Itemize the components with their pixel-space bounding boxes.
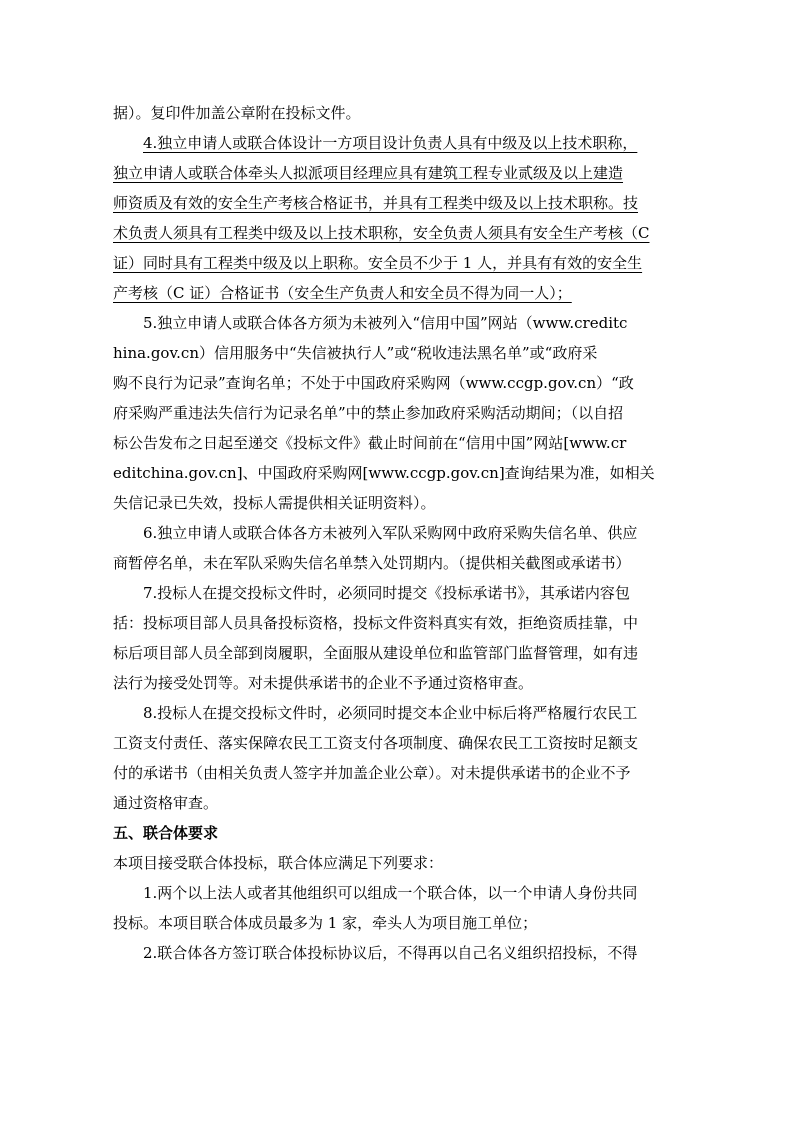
- text-line: 术负责人须具有工程类中级及以上技术职称，安全负责人须具有安全生产考核（C: [113, 224, 650, 242]
- text-line: editchina.gov.cn]、中国政府采购网[www.ccgp.gov.cn]查询结果为准，如相关: [113, 464, 655, 482]
- text-line: 标后项目部人员全部到岗履职，全面服从建设单位和监管部门监督管理，如有违: [113, 644, 639, 662]
- text-line: 2.联合体各方签订联合体投标协议后，不得再以自己名义组织招投标，不得: [143, 944, 638, 962]
- text-line: 独立申请人或联合体牵头人拟派项目经理应具有建筑工程专业贰级及以上建造: [113, 164, 624, 182]
- section-heading: 五、联合体要求: [113, 824, 219, 842]
- text-line: 产考核（C 证）合格证书（安全生产负责人和安全员不得为同一人）；: [113, 284, 572, 302]
- text-line: 7.投标人在提交投标文件时，必须同时提交《投标承诺书》，其承诺内容包: [143, 584, 630, 602]
- text-line: 证）同时具有工程类中级及以上职称。安全员不少于 1 人，并具有有效的安全生: [113, 254, 643, 272]
- text-line: 4.独立申请人或联合体设计一方项目设计负责人具有中级及以上技术职称，: [143, 134, 638, 152]
- item-8-paragraph: [113, 698, 683, 818]
- text-line: 1.两个以上法人或者其他组织可以组成一个联合体，以一个申请人身份共同: [143, 884, 638, 902]
- item-4-paragraph: [113, 128, 683, 308]
- text-line: 法行为接受处罚等。对未提供承诺书的企业不予通过资格审查。: [113, 674, 534, 692]
- item-5-paragraph: [113, 308, 683, 518]
- text-line: 8.投标人在提交投标文件时，必须同时提交本企业中标后将严格履行农民工: [143, 704, 638, 722]
- item-7-paragraph: [113, 578, 683, 698]
- text-line: 投标。本项目联合体成员最多为 1 家，牵头人为项目施工单位；: [113, 914, 538, 932]
- text-line: 府采购严重违法失信行为记录名单”中的禁止参加政府采购活动期间；（以自招: [113, 404, 624, 422]
- text-line: 工资支付责任、落实保障农民工工资支付各项制度、确保农民工工资按时足额支: [113, 734, 639, 752]
- text-line: hina.gov.cn）信用服务中“失信被执行人”或“税收违法黑名单”或“政府采: [113, 344, 598, 362]
- text-line: 失信记录已失效，投标人需提供相关证明资料）。: [113, 494, 436, 512]
- text-line: 师资质及有效的安全生产考核合格证书，并具有工程类中级及以上技术职称。技: [113, 194, 639, 212]
- document-page: [113, 98, 683, 968]
- section-intro: 本项目接受联合体投标，联合体应满足下列要求：: [113, 854, 444, 872]
- text-line: 5.独立申请人或联合体各方须为未被列入“信用中国”网站（www.creditc: [143, 314, 628, 332]
- text-line: 标公告发布之日起至递交《投标文件》截止时间前在“信用中国”网站[www.cr: [113, 434, 627, 452]
- text-line: 括：投标项目部人员具备投标资格，投标文件资料真实有效，拒绝资质挂靠，中: [113, 614, 639, 632]
- section-5-item-2: [113, 938, 683, 968]
- text-line: 6.独立申请人或联合体各方未被列入军队采购网中政府采购失信名单、供应: [143, 524, 638, 542]
- section-5-item-1: [113, 878, 683, 938]
- text-line: 商暂停名单，未在军队采购失信名单禁入处罚期内。（提供相关截图或承诺书）: [113, 554, 631, 572]
- text-line: 购不良行为记录”查询名单；不处于中国政府采购网（www.ccgp.gov.cn）“政: [113, 374, 634, 392]
- item-6-paragraph: [113, 518, 683, 578]
- text-line: 通过资格审查。: [113, 794, 219, 812]
- text-line: 据）。复印件加盖公章附在投标文件。: [113, 104, 361, 122]
- text-line: 付的承诺书（由相关负责人签字并加盖企业公章）。对未提供承诺书的企业不予: [113, 764, 631, 782]
